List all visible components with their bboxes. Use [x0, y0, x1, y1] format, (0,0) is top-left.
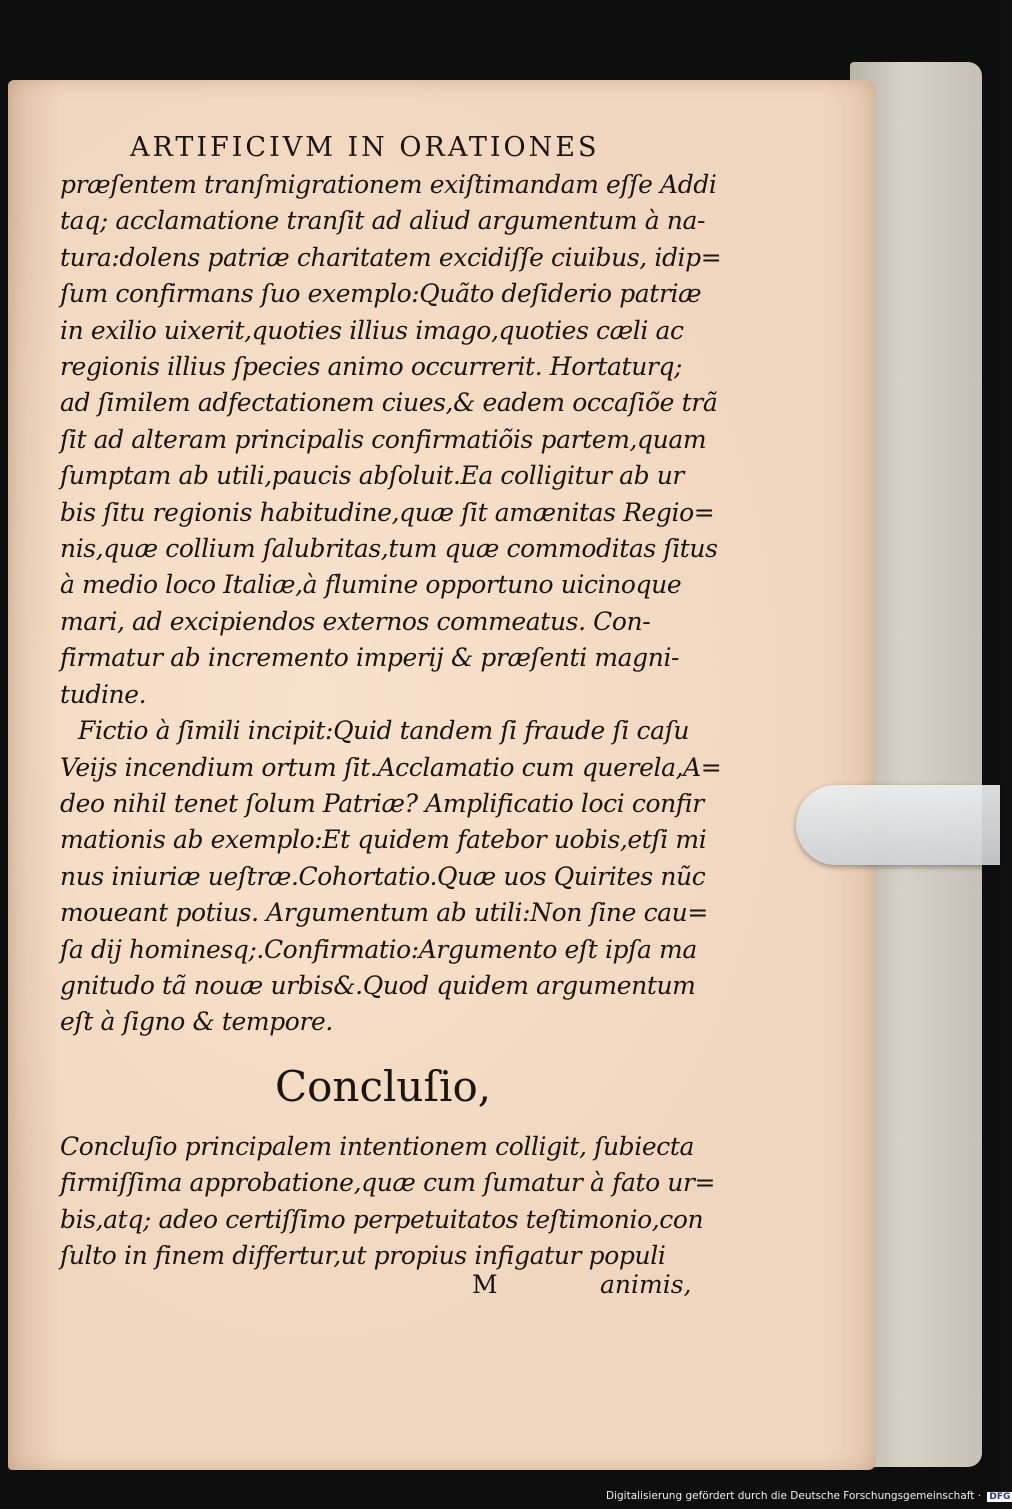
text-line: ſulto in finem differtur,ut propius infigatur populi: [60, 1240, 666, 1270]
text-line: bis,atq; adeo certiſſimo perpetuitatos teſtimonio,con: [60, 1204, 704, 1234]
paragraph-3: [60, 1129, 716, 1275]
text-line: nus iniuriæ ueſtræ.Cohortatio.Quæ uos Quirites nũc: [60, 861, 706, 891]
text-line: moueant potius. Argumentum ab utili:Non ſine cau=: [60, 898, 708, 928]
text-line: Veijs incendium ortum ſit.Acclamatio cum querela,A=: [60, 752, 722, 782]
text-line: ſa dij hominesq;.Confirmatio:Argumento eſt ipſa ma: [60, 934, 697, 964]
paragraph-2: [60, 713, 722, 1041]
section-heading: Concluſio,: [275, 1061, 492, 1111]
running-head: ARTIFICIVM IN ORATIONES: [130, 132, 600, 163]
text-line: à medio loco Italiæ,à flumine opportuno uicinoque: [60, 570, 682, 600]
text-line: nis,quæ collium ſalubritas,tum quæ commoditas ſitus: [60, 534, 718, 564]
text-line: deo nihil tenet ſolum Patriæ? Amplificatio loci confir: [60, 788, 704, 818]
text-line: ſum confirmans ſuo exemplo:Quãto deſiderio patriæ: [60, 279, 702, 309]
text-line: ſumptam ab utili,paucis abſoluit.Ea colligitur ab ur: [60, 461, 684, 491]
text-line: mari, ad excipiendos externos commeatus. Con-: [60, 606, 651, 636]
text-line: taq; acclamatione tranſit ad aliud argumentum à na-: [60, 206, 705, 236]
text-line: firmatur ab incremento imperij & præſenti magni-: [60, 643, 680, 673]
text-line: firmiſſima approbatione,quæ cum ſumatur à fato ur=: [60, 1168, 716, 1198]
text-line: præſentem tranſmigrationem exiſtimandam eſſe Addi: [60, 170, 717, 199]
text-line: in exilio uixerit,quoties illius imago,quoties cæli ac: [60, 315, 684, 345]
text-line: bis ſitu regionis habitudine,quæ ſit amænitas Regio=: [60, 497, 715, 527]
signature-mark: M: [472, 1270, 498, 1299]
text-line: regionis illius ſpecies animo occurrerit. Hortaturq;: [60, 352, 683, 382]
catchword: animis,: [600, 1270, 692, 1299]
text-line: gnitudo tã nouæ urbis&.Quod quidem argumentum: [60, 970, 696, 1000]
paragraph-1: [60, 167, 722, 713]
text-line: tudine.: [60, 679, 147, 709]
credit-text: Digitalisierung gefördert durch die Deutsche Forschungsgemeinschaft ·: [606, 1490, 982, 1502]
text-line: mationis ab exemplo:Et quidem fatebor uobis,etſi mi: [60, 825, 707, 855]
page-text: [60, 132, 722, 1274]
text-line: ſit ad alteram principalis confirmatiõis partem,quam: [60, 424, 707, 454]
text-line: Concluſio principalem intentionem colligit, ſubiecta: [60, 1131, 694, 1161]
text-line: ad ſimilem adfectationem ciues,& eadem occaſiõe trã: [60, 388, 718, 418]
text-line: tura:dolens patriæ charitatem excidiſſe ciuibus, idip=: [60, 242, 722, 272]
digitization-credit: [606, 1490, 1012, 1502]
text-line: eſt à ſigno & tempore.: [60, 1007, 333, 1037]
bookmark-strip: [796, 785, 1000, 865]
text-line: Fictio à ſimili incipit:Quid tandem ſi fraude ſi caſu: [78, 716, 690, 746]
dfg-logo: DFG: [989, 1492, 1011, 1502]
